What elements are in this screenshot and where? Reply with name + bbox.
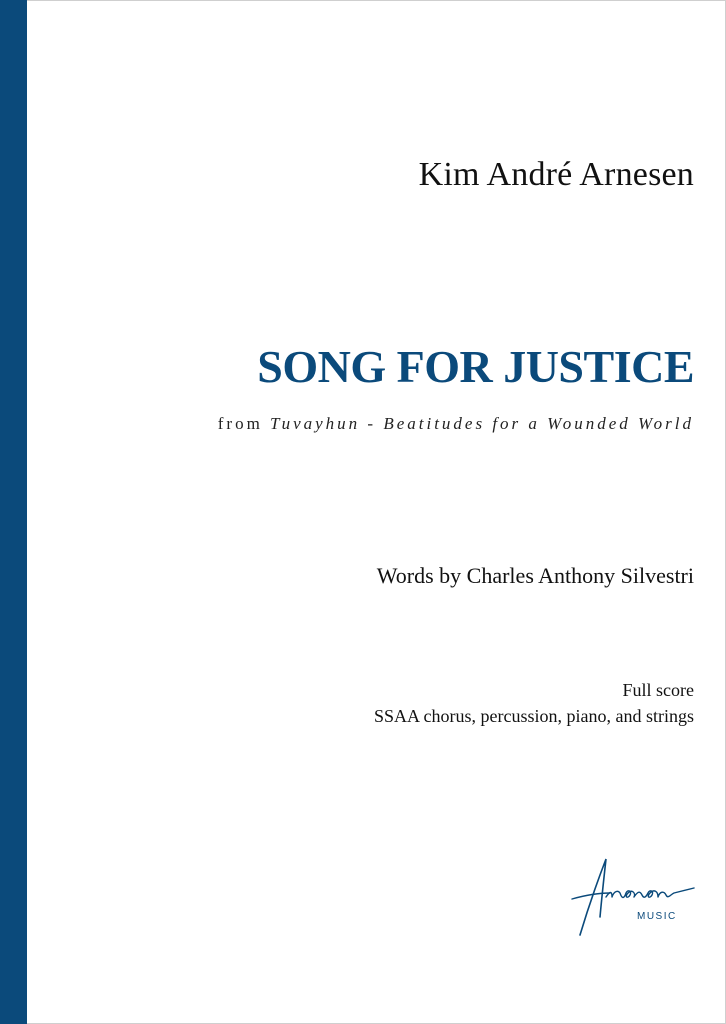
logo-sub-label: MUSIC xyxy=(637,911,677,922)
score-type: Full score xyxy=(622,680,694,700)
side-accent-bar xyxy=(0,0,27,1024)
subtitle xyxy=(218,414,694,434)
instrumentation: SSAA chorus, percussion, piano, and strings xyxy=(374,706,694,726)
work-title: SONG FOR JUSTICE xyxy=(257,341,694,392)
publisher-logo xyxy=(566,855,698,937)
subtitle-work: Tuvayhun - Beatitudes for a Wounded World xyxy=(270,414,694,433)
lyricist-credit: Words by Charles Anthony Silvestri xyxy=(376,563,694,588)
subtitle-prefix: from xyxy=(217,414,271,433)
composer-name: Kim André Arnesen xyxy=(418,156,694,193)
